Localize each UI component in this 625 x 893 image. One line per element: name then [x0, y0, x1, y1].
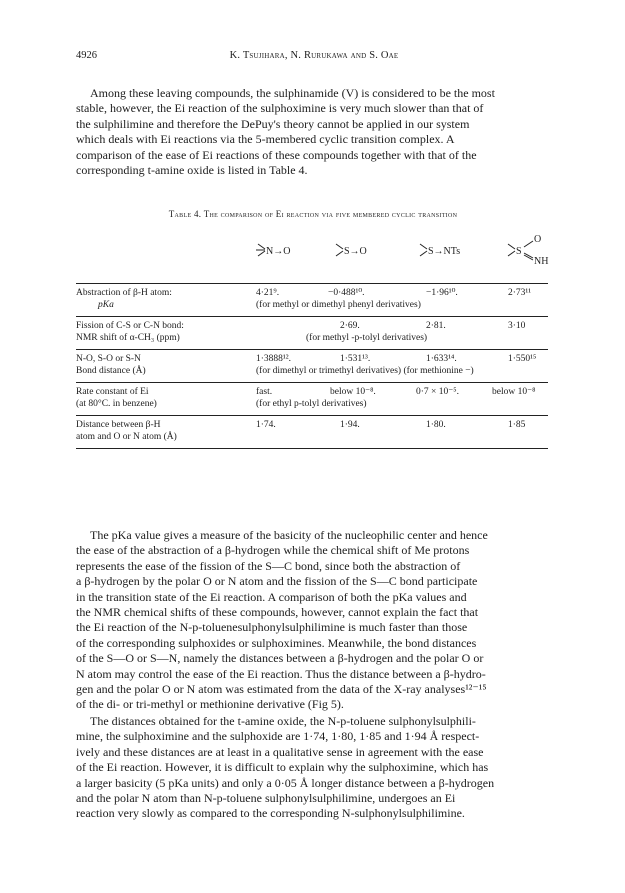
text-line: N atom may control the ease of the Ei reaction. Thus the distance between a β-hydro-: [76, 666, 486, 681]
table-cell: 1·3888¹².: [256, 354, 291, 364]
table-cell: 3·10: [508, 321, 526, 331]
structure-label: S→O: [344, 246, 367, 257]
running-head: K. Tsujihara, N. Rurukawa and S. Oae: [229, 50, 399, 61]
table-cell: 2·73¹¹: [508, 288, 532, 298]
text-line: a β-hydrogen by the polar O or N atom and the fission of the S—C bond participate: [76, 574, 478, 589]
page-number: 4926: [76, 50, 97, 61]
table-cell: fast.: [256, 387, 273, 397]
text-line: reaction very slowly as compared to the corresponding N-sulphonylsulphilimine.: [76, 806, 465, 821]
table-rule-bottom: [76, 448, 548, 449]
text-line: ively and these distances are at least in a qualitative sense in agreement with the ease: [76, 744, 484, 759]
structure-sulphoxide: [334, 240, 394, 264]
table-cell: −1·96¹⁰.: [426, 288, 458, 298]
table-cell: below 10⁻⁸.: [330, 387, 376, 397]
text-line: comparison of the ease of Ei reactions of these compounds together with that of the: [76, 147, 477, 162]
row-note: (for ethyl p-tolyl derivatives): [256, 399, 367, 409]
table-row-divider: [76, 415, 548, 416]
text-line: of the Ei reaction. However, it is difficult to explain why the sulphoximine, which has: [76, 760, 489, 775]
table-row-divider: [76, 382, 548, 383]
svg-text:S: S: [516, 246, 522, 257]
intro-paragraph: [76, 86, 550, 178]
table-cell: below 10⁻⁸: [492, 387, 536, 397]
structure-label: S→NTs: [428, 246, 461, 257]
text-line: of the corresponding sulphoxides or sulphoximines. Meanwhile, the bond distances: [76, 635, 477, 650]
table-cell: −0·488¹⁰.: [328, 288, 365, 298]
text-line: mine, the sulphoximine and the sulphoxide are 1·74, 1·80, 1·85 and 1·94 Å respect-: [76, 729, 480, 744]
table-cell: 2·69.: [340, 321, 360, 331]
svg-text:NH: NH: [534, 256, 549, 267]
row-note: (for methyl -p-tolyl derivatives): [306, 333, 428, 343]
svg-text:O: O: [534, 234, 542, 245]
table-cell: 1·531¹³.: [340, 354, 371, 364]
structure-sulphilimine: [418, 240, 488, 264]
text-line: gen and the polar O or N atom was estimated from the data of the X-ray analyses¹²⁻¹⁵: [76, 682, 487, 697]
row-label-nmr: Fission of C-S or C-N bond: NMR shift of α-CH₃ (ppm): [76, 321, 184, 343]
table-cell: 0·7 × 10⁻⁵.: [416, 387, 459, 397]
row-note: (for methyl or dimethyl phenyl derivatives): [256, 300, 421, 310]
structure-sulphoximine: [506, 232, 552, 268]
text-line: the NMR chemical shifts of these compounds, however, cannot explain the fact that: [76, 605, 479, 620]
text-line: in the transition state of the Ei reaction. A comparison of both the pKa values and: [76, 589, 467, 604]
text-line: corresponding t-amine oxide is listed in Table 4.: [76, 163, 308, 178]
text-line: which deals with Ei reactions via the 5-membered cyclic transition complex. A: [76, 132, 455, 147]
row-label-pka: Abstraction of β-H atom: pKa: [76, 288, 172, 310]
text-line: the Ei reaction of the N-p-toluenesulphonylsulphilimine is much faster than those: [76, 620, 468, 635]
table-caption: Table 4. The comparison of Ei reaction via five membered cyclic transition: [168, 209, 458, 219]
text-line: stable, however, the Ei reaction of the sulphoximine is very much slower than that of: [76, 101, 484, 116]
table-cell: 1·94.: [340, 420, 360, 430]
table-cell: 1·85: [508, 420, 526, 430]
row-label-rate-constant: Rate constant of Ei (at 80°C. in benzene): [76, 387, 157, 409]
table-cell: 4·21⁹.: [256, 288, 280, 298]
text-line: Among these leaving compounds, the sulphinamide (V) is considered to be the most: [90, 86, 495, 100]
text-line: The distances obtained for the t-amine oxide, the N-p-toluene sulphonylsulphili-: [90, 714, 476, 728]
text-line: the sulphilimine and therefore the DePuy's theory cannot be applied in our system: [76, 116, 470, 131]
table-cell: 1·550¹⁵: [508, 354, 537, 364]
table-cell: 1·80.: [426, 420, 446, 430]
structure-amine-oxide: [256, 240, 316, 264]
table-cell: 1·74.: [256, 420, 276, 430]
text-line: and the polar N atom than N-p-toluene sulphonylsulphilimine, undergoes an Ei: [76, 791, 456, 806]
table-cell: 1·633¹⁴.: [426, 354, 457, 364]
row-label-bond-distance: N-O, S-O or S-N Bond distance (Å): [76, 354, 146, 376]
structure-label: N→O: [266, 246, 291, 257]
table-row-divider: [76, 349, 548, 350]
text-line: a larger basicity (5 pKa units) and only a 0·05 Å longer distance between a β-hydrogen: [76, 775, 495, 790]
text-line: of the S—O or S—N, namely the distances between a β-hydrogen and the polar O or: [76, 651, 484, 666]
table-row-divider: [76, 316, 548, 317]
text-line: of the di- or tri-methyl or methionine derivative (Fig 5).: [76, 697, 344, 712]
table-rule-top: [76, 283, 548, 284]
discussion-paragraph-2: [76, 714, 550, 822]
table-cell: 2·81.: [426, 321, 446, 331]
text-line: represents the ease of the fission of the S—C bond, since both the abstraction of: [76, 558, 461, 573]
row-note: (for dimethyl or trimethyl derivatives) (for methionine −): [256, 366, 474, 376]
row-label-distance: Distance between β-H atom and O or N atom (Å): [76, 420, 177, 442]
page-header: [76, 50, 552, 66]
discussion-paragraph-1: [76, 528, 550, 713]
text-line: The pKa value gives a measure of the basicity of the nucleophilic center and hence: [90, 528, 488, 542]
text-line: the ease of the abstraction of a β-hydrogen while the chemical shift of Me protons: [76, 543, 470, 558]
